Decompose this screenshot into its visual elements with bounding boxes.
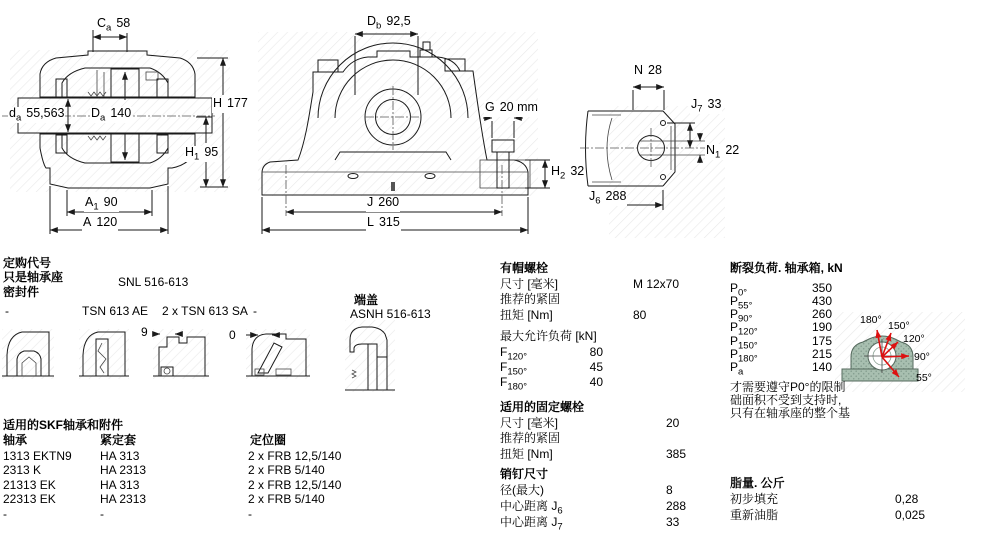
pin-j7-value: 33 <box>666 515 680 529</box>
dim-label-h2: $H_2$ 32 <box>551 164 585 182</box>
attachment-bolt-size-value: 20 <box>666 416 680 430</box>
p90-label: $P_{90^\circ}$ <box>730 307 753 325</box>
table-cell: 1313 EKTN9 <box>3 449 72 463</box>
dim-label-h: H 177 <box>212 97 249 113</box>
seal-thumbnail-v-ring <box>79 329 129 381</box>
table-cell: HA 2313 <box>100 463 147 477</box>
table-cell: 22313 EK <box>3 492 56 506</box>
table-cell: 2 x FRB 5/140 <box>248 463 325 477</box>
breaking-note-line-3: 只有在轴承座的整个基 <box>730 406 851 420</box>
ordering-title: 定购代号 <box>3 256 52 270</box>
table-cell: 21313 EK <box>3 478 56 492</box>
cap-bolt-size-label: 尺寸 [毫米] <box>500 277 559 291</box>
angle-label-180: 180° <box>860 314 882 326</box>
p120-label: $P_{120^\circ}$ <box>730 320 758 338</box>
dim-label-j6: $J_6$ 288 <box>589 189 627 207</box>
dim-label-j: J 260 <box>366 196 400 212</box>
table-cell: HA 313 <box>100 478 140 492</box>
table-cell: - <box>100 507 104 521</box>
table-cell: - <box>248 507 252 521</box>
dim-label-ca: $C_a$ 58 <box>97 16 131 34</box>
pin-dims-title: 销钉尺寸 <box>500 467 549 481</box>
grease-initial-label: 初步填充 <box>730 492 779 506</box>
attachment-bolt-size-label: 尺寸 [毫米] <box>500 416 559 430</box>
grease-relube-value: 0,025 <box>895 508 926 522</box>
table-cell: HA 313 <box>100 449 140 463</box>
p90-value: 260 <box>811 307 832 321</box>
load-f180-label: $F_{180^\circ}$ <box>500 375 527 393</box>
dim-label-a1: $A_1$ 90 <box>85 195 118 213</box>
attachment-bolt-torque-value: 385 <box>666 447 687 461</box>
dim-label-h1: $H_1$ 95 <box>185 145 219 163</box>
dim-label-db: $D_b$ 92,5 <box>367 14 411 32</box>
pin-j6-value: 288 <box>666 499 687 513</box>
seals-label: 密封件 <box>3 285 40 299</box>
load-f180-value: 40 <box>589 375 603 389</box>
dim-label-n: N 28 <box>633 64 663 80</box>
dim-label-g: G 20 mm <box>484 101 539 117</box>
attachment-bolt-torque-label-1: 推荐的紧固 <box>500 431 561 445</box>
angle-label-55: 55° <box>916 372 932 384</box>
seal-option-tsn-ae: TSN 613 AE <box>82 304 149 318</box>
cap-bolt-torque-value: 80 <box>633 308 647 322</box>
cap-bolts-title: 有帽螺栓 <box>500 261 549 275</box>
pin-diameter-label: 径(最大) <box>500 483 544 497</box>
p180-value: 215 <box>811 347 832 361</box>
housing-only-label: 只是轴承座 <box>3 270 64 284</box>
seal-badge-0: 0 <box>229 328 236 342</box>
table-cell: 2 x FRB 12,5/140 <box>248 449 342 463</box>
seal-option-dash: - <box>253 304 257 318</box>
dim-label-da: $d_a$ 55,563 <box>9 106 65 124</box>
p55-label: $P_{55^\circ}$ <box>730 294 753 312</box>
table-cell: 2313 K <box>3 463 42 477</box>
p0-value: 350 <box>811 281 832 295</box>
side-view-drawing <box>575 40 765 240</box>
breaking-loads-title: 断裂负荷. 轴承箱, kN <box>730 261 843 275</box>
p180-label: $P_{180^\circ}$ <box>730 347 758 365</box>
breaking-note-line-1: 才需要遵守P0°的限制 <box>730 380 846 394</box>
end-cover-label: 端盖 <box>354 293 379 307</box>
seal-badge-9: 9 <box>141 325 148 339</box>
dim-label-n1: $N_1$ 22 <box>706 143 740 161</box>
pa-value: 140 <box>811 360 832 374</box>
table-cell: 2 x FRB 5/140 <box>248 492 325 506</box>
dim-label-a: A 120 <box>82 216 118 232</box>
end-cover-designation: ASNH 516-613 <box>350 307 431 321</box>
table-cell: 2 x FRB 12,5/140 <box>248 478 342 492</box>
max-load-title: 最大允许负荷 [kN] <box>500 329 597 343</box>
col-sleeve: 紧定套 <box>100 433 137 447</box>
attachment-bolt-torque-label-2: 扭矩 [Nm] <box>500 447 553 461</box>
p150-value: 175 <box>811 334 832 348</box>
angle-label-150: 150° <box>888 320 910 332</box>
front-view-drawing <box>250 0 590 245</box>
col-bearing: 轴承 <box>3 433 28 447</box>
pin-diameter-value: 8 <box>666 483 673 497</box>
housing-designation: SNL 516-613 <box>118 275 189 289</box>
pin-j6-label: 中心距离 $J_6$ <box>500 499 563 517</box>
grease-relube-label: 重新油脂 <box>730 508 779 522</box>
table-cell: - <box>3 507 7 521</box>
table-cell: HA 2313 <box>100 492 147 506</box>
load-f120-label: $F_{120^\circ}$ <box>500 345 527 363</box>
load-f120-value: 80 <box>589 345 603 359</box>
seal-thumbnail-standard <box>2 329 54 381</box>
p150-label: $P_{150^\circ}$ <box>730 334 758 352</box>
seal-thumbnail-tsn-sa <box>246 329 310 381</box>
breaking-note-line-2: 础面积不受到支持时, <box>730 393 842 407</box>
cap-bolt-torque-label-2: 扭矩 [Nm] <box>500 308 553 322</box>
end-cover-thumbnail <box>345 320 395 394</box>
load-f150-value: 45 <box>589 360 603 374</box>
dim-label-j7: $J_7$ 33 <box>691 97 722 115</box>
load-f150-label: $F_{150^\circ}$ <box>500 360 527 378</box>
grease-title: 脂量. 公斤 <box>730 476 785 490</box>
grease-initial-value: 0,28 <box>895 492 919 506</box>
angle-label-120: 120° <box>903 333 925 345</box>
pin-j7-label: 中心距离 $J_7$ <box>500 515 563 533</box>
attachment-bolts-title: 适用的固定螺栓 <box>500 400 585 414</box>
angle-label-90: 90° <box>914 351 930 363</box>
p0-label: $P_{0^\circ}$ <box>730 281 748 299</box>
seal-thumbnail-tsn-ae <box>153 329 209 381</box>
dim-label-Da: $D_a$ 140 <box>91 106 132 124</box>
p120-value: 190 <box>811 320 832 334</box>
pa-label: $P_a$ <box>730 360 744 378</box>
seal-option-tsn-sa: 2 x TSN 613 SA <box>162 304 248 318</box>
cap-bolt-size-value: M 12x70 <box>633 277 680 291</box>
bearings-table-title: 适用的SKF轴承和附件 <box>3 418 124 432</box>
col-locating-ring: 定位圈 <box>250 433 287 447</box>
dim-label-l: L 315 <box>366 216 401 232</box>
cap-bolt-torque-label-1: 推荐的紧固 <box>500 292 561 306</box>
p55-value: 430 <box>811 294 832 308</box>
seal-option-none: - <box>5 304 9 318</box>
